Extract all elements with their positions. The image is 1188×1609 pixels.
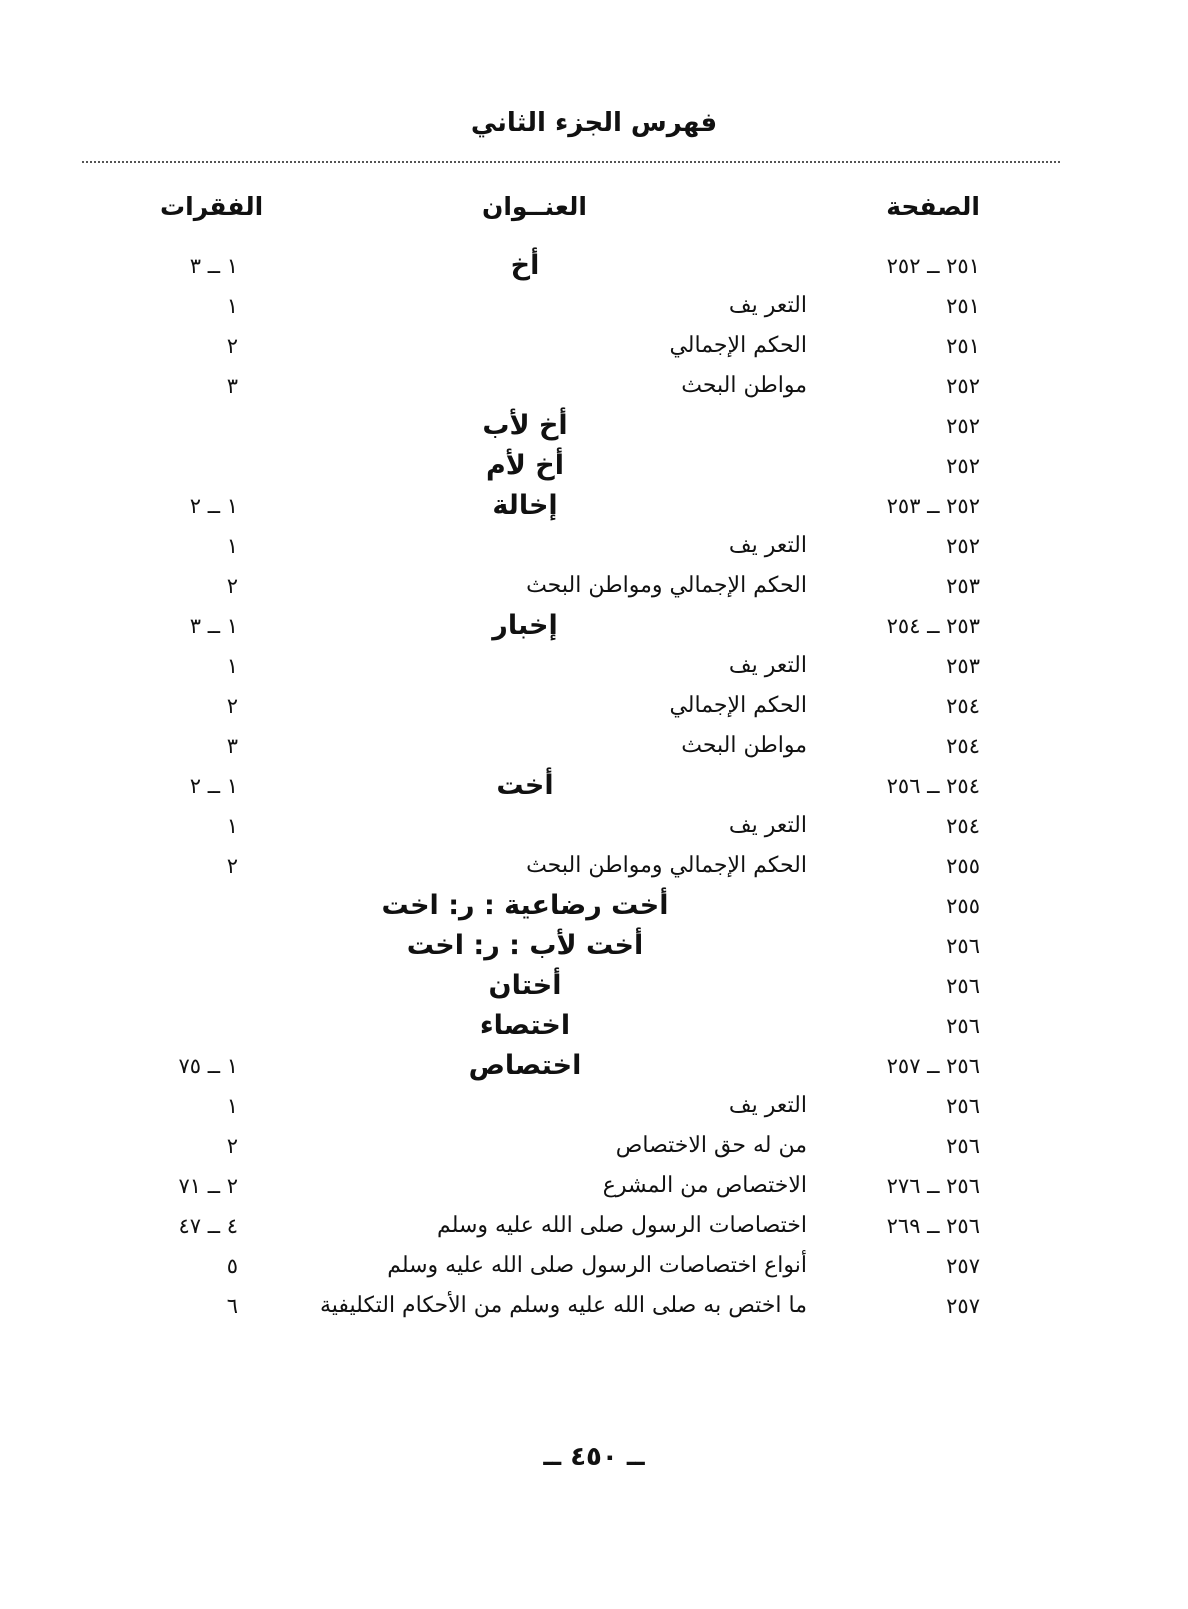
entry-page: ٢٥٢ ــ ٢٥٣ [886,494,980,518]
entry-paragraphs: ٦ [226,1294,238,1318]
entry-page: ٢٥١ [946,294,980,318]
entry-page: ٢٥٦ [946,974,980,998]
entry-page: ٢٥٦ [946,1094,980,1118]
entry-paragraphs: ١ [226,1094,238,1118]
entry-title: التعر يف [728,653,807,678]
entry-paragraphs: ٣ [226,734,238,758]
entry-paragraphs: ٢ ــ ٧١ [178,1174,238,1198]
entry-paragraphs: ٢ [226,854,238,878]
index-entry-main [0,966,1188,1006]
index-entry-main [0,766,1188,806]
index-entry-sub [0,366,1188,406]
index-entry-main [0,1046,1188,1086]
entry-title: أخت لأب : ر: اخت [406,930,644,961]
entry-title: إخالة [492,490,558,521]
index-entry-sub [0,846,1188,886]
entry-title: أخ [510,250,540,281]
entry-title: التعر يف [728,293,807,318]
entry-paragraphs: ٤ ــ ٤٧ [178,1214,238,1238]
entry-title: الاختصاص من المشرع [602,1173,807,1198]
index-entry-main [0,886,1188,926]
entry-paragraphs: ١ ــ ٢ [189,774,238,798]
entry-title: الحكم الإجمالي ومواطن البحث [526,853,807,878]
index-table [0,246,1188,1326]
index-entry-sub [0,286,1188,326]
entry-paragraphs: ١ ــ ٢ [189,494,238,518]
entry-paragraphs: ١ [226,814,238,838]
entry-paragraphs: ٥ [226,1254,238,1278]
index-entry-sub [0,1126,1188,1166]
entry-title: مواطن البحث [681,373,807,398]
index-entry-sub [0,566,1188,606]
entry-title: التعر يف [728,1093,807,1118]
entry-paragraphs: ١ ــ ٣ [189,614,238,638]
entry-paragraphs: ٣ [226,374,238,398]
entry-page: ٢٥٢ [946,534,980,558]
entry-paragraphs: ١ [226,534,238,558]
entry-paragraphs: ١ ــ ٣ [189,254,238,278]
entry-paragraphs: ٢ [226,574,238,598]
index-entry-main [0,926,1188,966]
index-entry-sub [0,726,1188,766]
index-entry-sub [0,1166,1188,1206]
column-header-paragraphs: الفقرات [160,192,264,221]
entry-title: الحكم الإجمالي [669,333,807,358]
entry-title: التعر يف [728,813,807,838]
entry-page: ٢٥٦ ــ ٢٧٦ [886,1174,980,1198]
entry-page: ٢٥٦ [946,934,980,958]
entry-page: ٢٥٤ [946,814,980,838]
page-title: فهرس الجزء الثاني [470,108,718,138]
entry-paragraphs: ١ ــ ٧٥ [178,1054,238,1078]
index-entry-sub [0,686,1188,726]
page-number: ــ ٤٥٠ ــ [543,1442,645,1472]
entry-page: ٢٥٦ ــ ٢٦٩ [886,1214,980,1238]
header-divider [82,161,1060,163]
index-entry-sub [0,326,1188,366]
entry-page: ٢٥٢ [946,414,980,438]
entry-title: إخبار [492,610,558,641]
entry-page: ٢٥٣ ــ ٢٥٤ [886,614,980,638]
entry-page: ٢٥٤ ــ ٢٥٦ [886,774,980,798]
entry-title: مواطن البحث [681,733,807,758]
entry-page: ٢٥٦ [946,1014,980,1038]
index-entry-sub [0,646,1188,686]
index-entry-main [0,246,1188,286]
index-entry-sub [0,1206,1188,1246]
entry-paragraphs: ١ [226,294,238,318]
index-entry-sub [0,806,1188,846]
entry-paragraphs: ٢ [226,694,238,718]
index-entry-main [0,446,1188,486]
entry-paragraphs: ٢ [226,334,238,358]
index-entry-sub [0,1286,1188,1326]
entry-page: ٢٥١ [946,334,980,358]
column-header-page: الصفحة [886,192,980,221]
entry-title: أختان [488,970,562,1001]
entry-title: من له حق الاختصاص [615,1133,807,1158]
entry-page: ٢٥٢ [946,374,980,398]
index-entry-sub [0,526,1188,566]
entry-page: ٢٥٥ [946,894,980,918]
entry-title: اختصاصات الرسول صلى الله عليه وسلم [437,1213,807,1238]
entry-title: اختصاص [468,1050,582,1081]
entry-title: أخ لأم [485,450,564,481]
entry-page: ٢٥٥ [946,854,980,878]
entry-page: ٢٥٣ [946,654,980,678]
entry-page: ٢٥٤ [946,694,980,718]
entry-title: أنواع اختصاصات الرسول صلى الله عليه وسلم [387,1253,807,1278]
index-entry-main [0,406,1188,446]
entry-title: التعر يف [728,533,807,558]
index-entry-main [0,1006,1188,1046]
entry-page: ٢٥١ ــ ٢٥٢ [886,254,980,278]
entry-page: ٢٥٤ [946,734,980,758]
column-header-title: العنــوان [482,192,587,221]
entry-page: ٢٥٦ ــ ٢٥٧ [886,1054,980,1078]
index-entry-main [0,606,1188,646]
entry-title: أخ لأب [482,410,568,441]
index-entry-sub [0,1086,1188,1126]
entry-paragraphs: ١ [226,654,238,678]
entry-title: أخت [496,770,554,801]
entry-page: ٢٥٢ [946,454,980,478]
index-entry-main [0,486,1188,526]
entry-title: ما اختص به صلى الله عليه وسلم من الأحكام التكليفية [319,1293,807,1318]
entry-paragraphs: ٢ [226,1134,238,1158]
entry-title: الحكم الإجمالي [669,693,807,718]
entry-title: اختصاء [479,1010,571,1041]
column-headers [0,192,1188,232]
entry-page: ٢٥٧ [946,1294,980,1318]
entry-page: ٢٥٣ [946,574,980,598]
entry-page: ٢٥٦ [946,1134,980,1158]
entry-page: ٢٥٧ [946,1254,980,1278]
entry-title: أخت رضاعية : ر: اخت [381,890,669,921]
entry-title: الحكم الإجمالي ومواطن البحث [526,573,807,598]
index-entry-sub [0,1246,1188,1286]
